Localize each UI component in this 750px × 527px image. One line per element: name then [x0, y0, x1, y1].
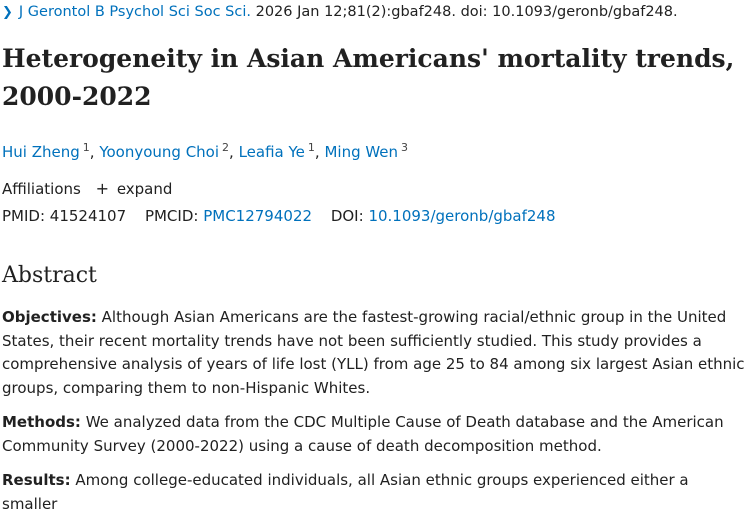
- affiliations-row: [2, 179, 172, 198]
- affiliation-number[interactable]: 2: [222, 141, 230, 154]
- affiliations-label: Affiliations: [2, 180, 81, 198]
- affiliations-expand-button[interactable]: [96, 180, 173, 198]
- citation-details: 2026 Jan 12;81(2):gbaf248. doi: 10.1093/geronb/gbaf248.: [255, 4, 678, 20]
- plus-icon: +: [95, 179, 110, 198]
- citation-line: [2, 4, 678, 20]
- section-label: Results:: [2, 471, 71, 489]
- affiliation-number[interactable]: 3: [401, 141, 409, 154]
- pmid-label: PMID:: [2, 207, 46, 225]
- pmcid-label: PMCID:: [144, 207, 199, 225]
- chevron-right-icon: ❯: [2, 5, 13, 20]
- author-link[interactable]: Yoonyoung Choi: [99, 143, 220, 161]
- article-title: Heterogeneity in Asian Americans' mortality trends, 2000-2022: [2, 44, 735, 111]
- affiliation-number[interactable]: 1: [307, 141, 315, 154]
- pmid-value: 41524107: [49, 207, 127, 225]
- author-link[interactable]: Hui Zheng: [2, 143, 80, 161]
- author-link[interactable]: Ming Wen: [324, 143, 399, 161]
- abstract-body: [2, 306, 748, 527]
- section-label: Methods:: [2, 413, 81, 431]
- doi-label: DOI:: [330, 207, 364, 225]
- section-label: Objectives:: [2, 308, 97, 326]
- author-list: Hui Zheng $^1$, Yoonyoung Choi $^2$, Leafia Ye $^1$, Ming Wen $^3$: [2, 141, 409, 161]
- abstract-paragraph-methods: [2, 411, 748, 458]
- expand-label: expand: [116, 180, 173, 198]
- author-link[interactable]: Leafia Ye: [238, 143, 305, 161]
- affiliation-number[interactable]: 1: [82, 141, 90, 154]
- identifiers-row: [2, 207, 556, 225]
- doi-link[interactable]: 10.1093/geronb/gbaf248: [368, 207, 556, 225]
- abstract-paragraph-results: [2, 469, 748, 516]
- section-text: We analyzed data from the CDC Multiple Cause of Death database and the American Community Survey (2000-2022) using a cause of death decomposition method.: [2, 413, 724, 455]
- abstract-heading: Abstract: [2, 263, 97, 288]
- section-text: Among college-educated individuals, all Asian ethnic groups experienced either a smaller: [2, 471, 689, 513]
- pmcid-link[interactable]: PMC12794022: [203, 207, 313, 225]
- abstract-paragraph-objectives: [2, 306, 748, 400]
- section-text: Although Asian Americans are the fastest-growing racial/ethnic group in the United States, their recent mortality trends have not been sufficiently studied. This study provides a comprehensive analysis of years of life lost (YLL) from age 25 to 84 among six largest Asian ethnic groups, comparing them to non-Hispanic Whites.: [2, 308, 745, 397]
- journal-link[interactable]: J Gerontol B Psychol Sci Soc Sci.: [18, 4, 251, 20]
